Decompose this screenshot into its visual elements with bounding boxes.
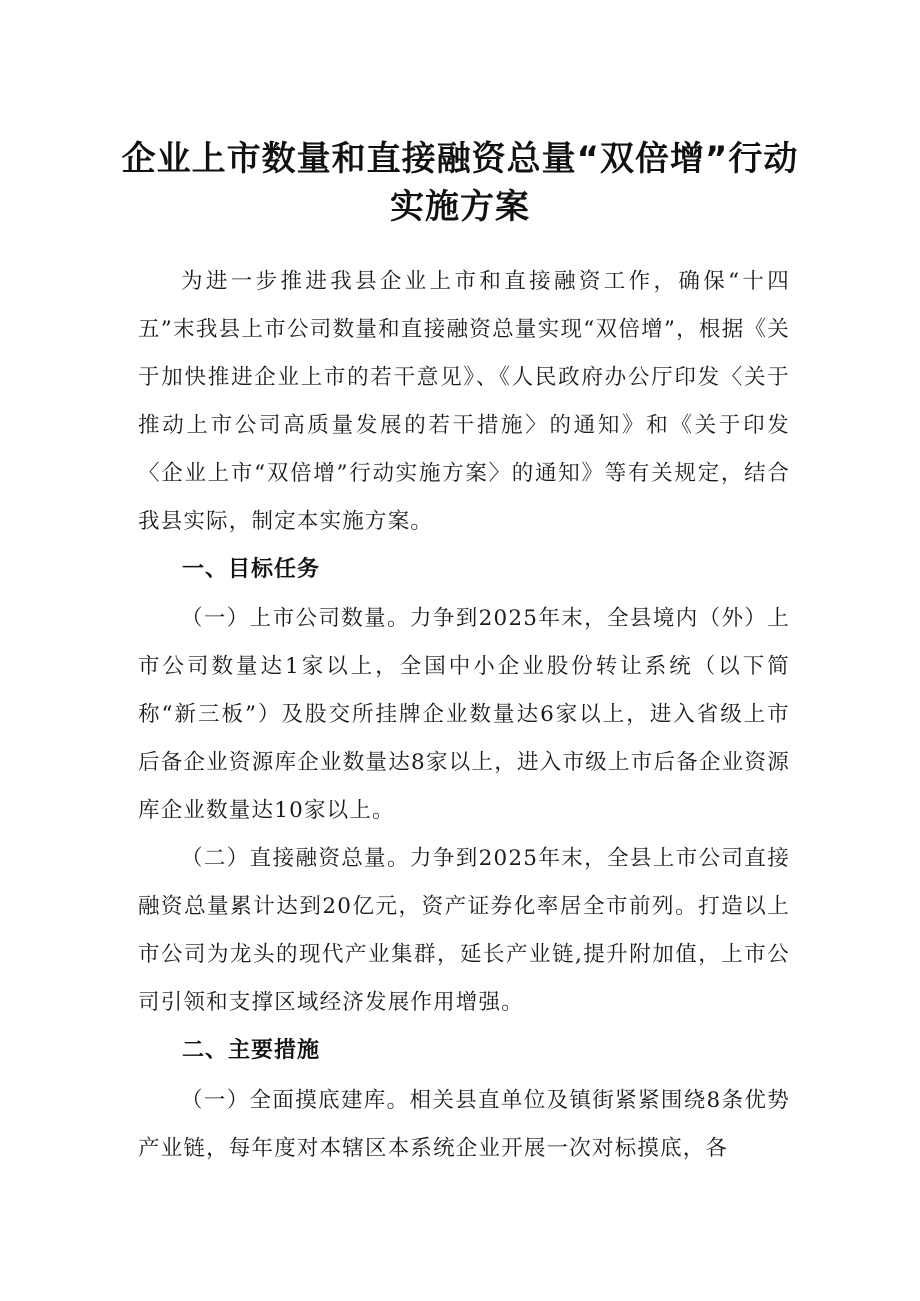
document-title-line-1: 企业上市数量和直接融资总量“双倍增”行动 [121,139,799,179]
section-heading-targets: 一、目标任务 [182,557,321,582]
intro-paragraph: 为进一步推进我县企业上市和直接融资工作，确保“十四五”末我县上市公司数量和直接融资总量实现“双倍增”，根据《关于加快推进企业上市的若干意见》、《人民政府办公厅印发〈关于推动上市公司高质量发展的若干措施〉的通知》和《关于印发〈企业上市“双倍增”行动实施方案〉的通知》等有关规定，结合我县实际，制定本实施方案。 [138,269,790,534]
section-heading-measures: 二、主要措施 [182,1038,321,1063]
paragraph-direct-financing-total: （二）直接融资总量。力争到2025年末，全县上市公司直接融资总量累计达到20亿元，资产证券化率居全市前列。打造以上市公司为龙头的现代产业集群，延长产业链,提升附加值，上市公司引领和支撑区域经济发展作用增强。 [138,846,790,1015]
paragraph-listed-company-count: （一）上市公司数量。力争到2025年末，全县境内（外）上市公司数量达1家以上，全国中小企业股份转让系统（以下简称“新三板”）及股交所挂牌企业数量达6家以上，进入省级上市后备企业资源库企业数量达8家以上，进入市级上市后备企业资源库企业数量达10家以上。 [138,606,790,823]
paragraph-comprehensive-survey: （一）全面摸底建库。相关县直单位及镇街紧紧围绕8条优势产业链，每年度对本辖区本系统企业开展一次对标摸底，各 [138,1088,790,1161]
document-title-line-2: 实施方案 [390,187,530,227]
